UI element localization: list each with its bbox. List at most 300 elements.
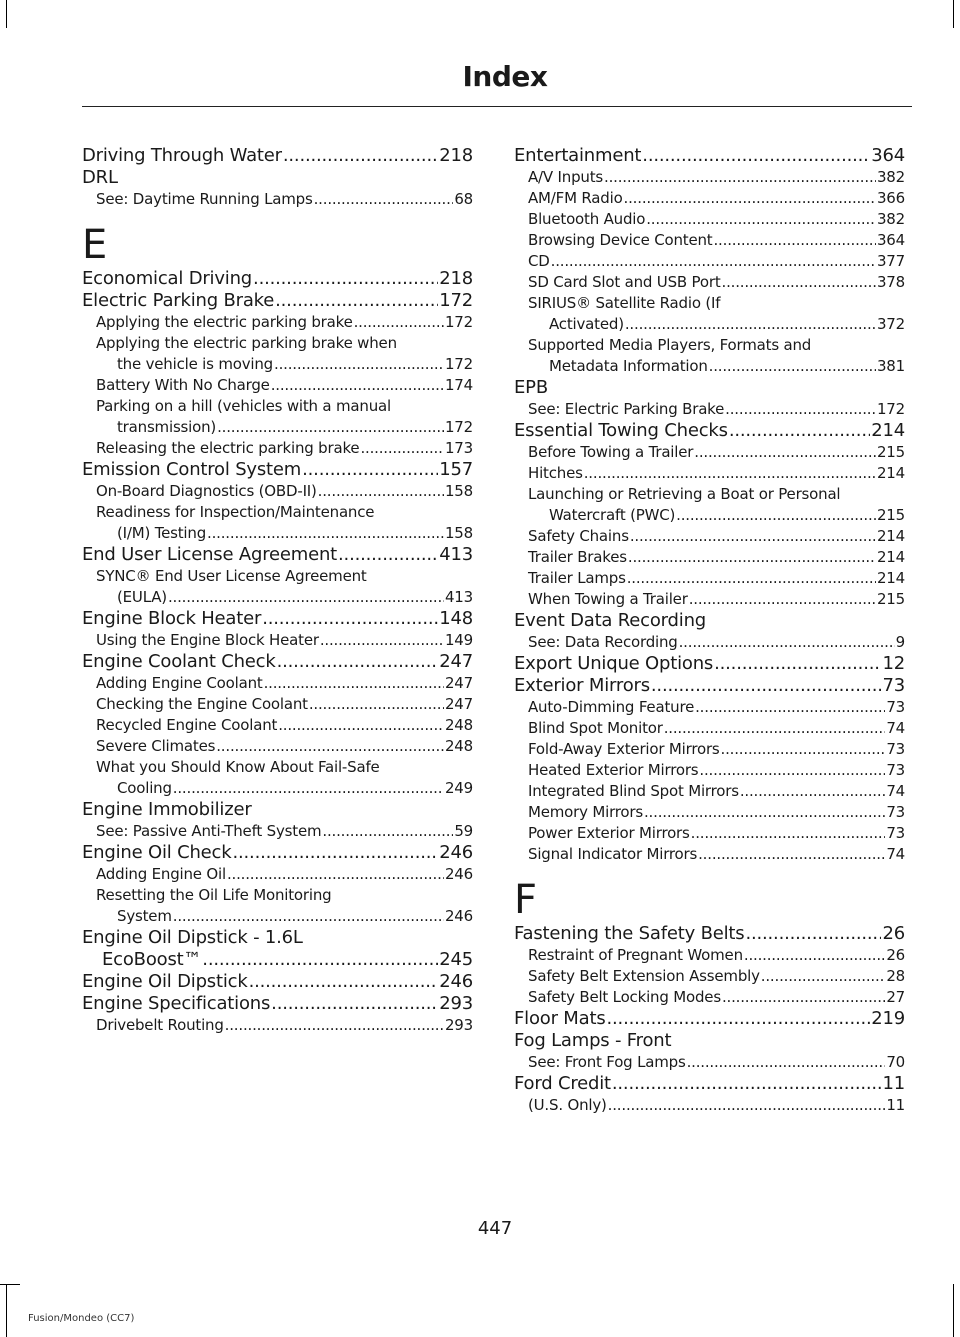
index-entry-page: 73 (886, 803, 905, 821)
index-entry-label: Resetting the Oil Life Monitoring (96, 886, 332, 904)
dot-leader (232, 842, 438, 864)
index-entry-page: 382 (876, 210, 905, 228)
index-entry-label: Before Towing a Trailer (528, 443, 694, 461)
index-entry-label: Recycled Engine Coolant (96, 716, 278, 734)
index-entry-page: 245 (439, 949, 473, 970)
index-entry-label: SD Card Slot and USB Port (528, 273, 721, 291)
index-entry (514, 463, 905, 484)
index-entry (514, 923, 905, 945)
dot-leader (689, 589, 876, 610)
index-entry (82, 354, 473, 375)
index-entry (82, 396, 473, 417)
index-entry-page: 246 (444, 865, 473, 883)
dot-leader (322, 821, 453, 842)
index-entry-label: See: Data Recording (528, 633, 678, 651)
index-entry (514, 781, 905, 802)
dot-leader (227, 864, 444, 885)
index-entry (82, 842, 473, 864)
dot-leader (249, 971, 439, 993)
index-entry-label: Exterior Mirrors (514, 675, 650, 696)
index-entry (82, 993, 473, 1015)
index-entry-label: Engine Oil Dipstick (82, 971, 248, 992)
index-entry-page: 172 (876, 400, 905, 418)
index-entry (514, 442, 905, 463)
index-entry-label: Trailer Lamps (528, 569, 626, 587)
dot-leader (625, 314, 876, 335)
index-entry-label: Fog Lamps - Front (514, 1030, 672, 1051)
dot-leader (642, 145, 870, 167)
dot-leader (584, 463, 876, 484)
index-entry (82, 312, 473, 333)
dot-leader (729, 420, 870, 442)
index-entry-label: Parking on a hill (vehicles with a manual (96, 397, 391, 415)
index-entry-page: 293 (439, 993, 473, 1014)
index-entry (82, 694, 473, 715)
index-entry-label: Restraint of Pregnant Women (528, 946, 743, 964)
index-entry-label: (I/M) Testing (117, 524, 207, 542)
index-entry (82, 715, 473, 736)
index-entry (514, 420, 905, 442)
index-entry (82, 523, 473, 544)
index-entry-label: Driving Through Water (82, 145, 282, 166)
index-entry-label: Electric Parking Brake (82, 290, 275, 311)
index-entry (82, 799, 473, 821)
index-entry-page: 249 (444, 779, 473, 797)
index-entry-label: Watercraft (PWC) (549, 506, 676, 524)
index-entry (514, 188, 905, 209)
index-entry-page: 215 (876, 590, 905, 608)
dot-leader (274, 354, 444, 375)
index-entry-label: SIRIUS® Satellite Radio (If (528, 294, 721, 312)
dot-leader (698, 844, 885, 865)
index-entry-page: 413 (444, 588, 473, 606)
dot-leader (271, 375, 444, 396)
index-entry-page: 248 (444, 716, 473, 734)
index-entry-label: Blind Spot Monitor (528, 719, 663, 737)
index-entry-label: End User License Agreement (82, 544, 338, 565)
index-entry-label: AM/FM Radio (528, 189, 623, 207)
index-entry (82, 268, 473, 290)
index-entry (82, 566, 473, 587)
index-entry-label: Engine Specifications (82, 993, 271, 1014)
index-entry-page: 247 (439, 651, 473, 672)
index-entry (514, 1095, 905, 1116)
index-entry-label: Supported Media Players, Formats and (528, 336, 812, 354)
index-entry-page: 74 (886, 719, 905, 737)
index-entry-label: Activated) (549, 315, 624, 333)
index-entry (82, 167, 473, 189)
index-entry-page: 366 (876, 189, 905, 207)
index-entry (514, 251, 905, 272)
index-entry-label: What you Should Know About Fail-Safe (96, 758, 380, 776)
index-entry-label: Engine Block Heater (82, 608, 262, 629)
index-entry-page: 218 (439, 268, 473, 289)
index-entry (514, 484, 905, 505)
index-entry (82, 949, 473, 971)
index-entry (514, 526, 905, 547)
index-entry-page: 148 (439, 608, 473, 629)
index-entry (82, 864, 473, 885)
dot-leader (691, 823, 886, 844)
index-entry-label: System (117, 907, 172, 925)
index-entry (514, 802, 905, 823)
dot-leader (264, 673, 444, 694)
index-entry (82, 189, 473, 210)
index-entry-label: Launching or Retrieving a Boat or Personal (528, 485, 841, 503)
index-entry-page: 74 (886, 845, 905, 863)
index-entry-page: 172 (444, 418, 473, 436)
dot-leader (624, 188, 876, 209)
dot-leader (262, 608, 438, 630)
dot-leader (694, 442, 876, 463)
dot-leader (314, 189, 454, 210)
index-entry-label: Trailer Brakes (528, 548, 627, 566)
dot-leader (168, 587, 444, 608)
index-entry-page: 247 (444, 674, 473, 692)
dot-leader (173, 906, 444, 927)
crop-mark-top-right (953, 0, 954, 28)
index-entry-label: Emission Control System (82, 459, 302, 480)
dot-leader (745, 923, 881, 945)
dot-leader (283, 145, 438, 167)
dot-leader (338, 544, 438, 566)
index-entry (514, 739, 905, 760)
dot-leader (551, 251, 876, 272)
index-entry-label: Readiness for Inspection/Maintenance (96, 503, 375, 521)
index-entry-label: See: Passive Anti-Theft System (96, 822, 322, 840)
index-entry (514, 844, 905, 865)
dot-leader (722, 987, 885, 1008)
index-entry-page: 214 (876, 569, 905, 587)
index-entry (82, 145, 473, 167)
index-entry-label: Safety Belt Locking Modes (528, 988, 721, 1006)
index-entry-label: Event Data Recording (514, 610, 707, 631)
index-entry-page: 381 (876, 357, 905, 375)
index-entry-page: 413 (439, 544, 473, 565)
index-entry-page: 173 (444, 439, 473, 457)
index-entry-label: Using the Engine Block Heater (96, 631, 319, 649)
dot-leader (664, 718, 886, 739)
page-title: Index (462, 60, 548, 93)
index-entry-page: 248 (444, 737, 473, 755)
dot-leader (761, 966, 886, 987)
publication-footer: Fusion/Mondeo (CC7) (28, 1313, 135, 1324)
index-entry-page: 59 (454, 822, 473, 840)
index-entry-page: 27 (886, 988, 905, 1006)
index-entry (82, 885, 473, 906)
index-entry (514, 335, 905, 356)
index-entry-page: 149 (444, 631, 473, 649)
dot-leader (714, 653, 881, 675)
index-entry (514, 1052, 905, 1073)
index-entry-label: Export Unique Options (514, 653, 714, 674)
dot-leader (277, 651, 439, 673)
index-entry (514, 1008, 905, 1030)
index-entry-label: Drivebelt Routing (96, 1016, 224, 1034)
index-entry (514, 230, 905, 251)
index-entry-page: 214 (876, 548, 905, 566)
dot-leader (679, 632, 895, 653)
crop-mark-top-left (6, 0, 7, 28)
index-entry-label: Fold-Away Exterior Mirrors (528, 740, 720, 758)
index-entry (514, 399, 905, 420)
index-entry-label: Applying the electric parking brake (96, 313, 353, 331)
index-entry-page: 11 (882, 1073, 905, 1094)
dot-leader (644, 802, 885, 823)
index-entry-label: EcoBoost™ (102, 949, 202, 970)
index-entry-label: When Towing a Trailer (528, 590, 688, 608)
index-entry-label: Fastening the Safety Belts (514, 923, 745, 944)
index-entry-page: 73 (886, 740, 905, 758)
dot-leader (607, 1008, 871, 1030)
index-entry-label: Applying the electric parking brake when (96, 334, 397, 352)
index-entry-page: 73 (882, 675, 905, 696)
index-entry (514, 272, 905, 293)
index-entry-page: 74 (886, 782, 905, 800)
index-entry-label: E (82, 222, 108, 268)
index-entry (82, 971, 473, 993)
dot-leader (740, 781, 885, 802)
index-entry-page: 172 (444, 355, 473, 373)
index-entry-page: 214 (871, 420, 905, 441)
dot-leader (608, 1095, 886, 1116)
dot-leader (713, 230, 875, 251)
index-entry-page: 377 (876, 252, 905, 270)
index-entry-label: Memory Mirrors (528, 803, 643, 821)
index-entry (82, 375, 473, 396)
index-entry-label: See: Front Fog Lamps (528, 1053, 686, 1071)
index-entry-label: Essential Towing Checks (514, 420, 728, 441)
index-entry-page: 214 (876, 464, 905, 482)
index-entry-label: (U.S. Only) (528, 1096, 607, 1114)
index-entry-label: Adding Engine Coolant (96, 674, 263, 692)
index-entry-label: Cooling (117, 779, 172, 797)
index-entry-label: Economical Driving (82, 268, 253, 289)
index-entry (514, 356, 905, 377)
index-entry-page: 11 (886, 1096, 905, 1114)
index-entry (82, 757, 473, 778)
index-entry-page: 73 (886, 761, 905, 779)
dot-leader (302, 459, 438, 481)
index-entry-page: 73 (886, 824, 905, 842)
dot-leader (604, 167, 876, 188)
index-entry (82, 544, 473, 566)
index-entry (514, 505, 905, 526)
index-entry-label: EPB (514, 377, 548, 398)
dot-leader (646, 209, 876, 230)
index-entry-page: 246 (444, 907, 473, 925)
crop-mark-bottom-left (6, 1284, 7, 1337)
dot-leader (630, 526, 876, 547)
index-entry-page: 246 (439, 842, 473, 863)
dot-leader (721, 739, 886, 760)
index-entry-page: 174 (444, 376, 473, 394)
index-entry-label: Engine Immobilizer (82, 799, 252, 820)
index-entry-label: See: Daytime Running Lamps (96, 190, 313, 208)
index-entry (82, 502, 473, 523)
index-entry-label: On-Board Diagnostics (OBD-II) (96, 482, 317, 500)
index-entry-label: Checking the Engine Coolant (96, 695, 308, 713)
index-entry-page: 172 (439, 290, 473, 311)
index-entry-label: Adding Engine Oil (96, 865, 226, 883)
index-entry (82, 481, 473, 502)
page-number: 447 (477, 1218, 513, 1239)
index-entry (514, 697, 905, 718)
index-entry (82, 459, 473, 481)
dot-leader (271, 993, 438, 1015)
index-entry-label: SYNC® End User License Agreement (96, 567, 367, 585)
index-entry (82, 1015, 473, 1036)
index-entry (82, 821, 473, 842)
index-entry-label: Browsing Device Content (528, 231, 713, 249)
index-entry (514, 293, 905, 314)
dot-leader (676, 505, 876, 526)
index-entry-label: the vehicle is moving (117, 355, 273, 373)
index-entry-label: Hitches (528, 464, 583, 482)
crop-mark-bottom-left-h (0, 1284, 20, 1285)
index-entry (514, 760, 905, 781)
index-entry (514, 1073, 905, 1095)
dot-leader (173, 778, 444, 799)
index-entry-label: Heated Exterior Mirrors (528, 761, 699, 779)
index-entry-label: Severe Climates (96, 737, 216, 755)
index-entry-label: A/V Inputs (528, 168, 603, 186)
dot-leader (687, 1052, 886, 1073)
dot-leader (253, 268, 438, 290)
index-entry (514, 987, 905, 1008)
dot-leader (320, 630, 444, 651)
index-entry-label: (EULA) (117, 588, 167, 606)
index-entry-page: 158 (444, 482, 473, 500)
dot-leader (202, 949, 438, 971)
index-entry (82, 651, 473, 673)
dot-leader (354, 312, 444, 333)
index-entry-page: 157 (439, 459, 473, 480)
index-entry-label: Releasing the electric parking brake (96, 439, 360, 457)
index-entry (514, 632, 905, 653)
dot-leader (699, 760, 885, 781)
dot-leader (744, 945, 885, 966)
index-entry-page: 214 (876, 527, 905, 545)
index-entry-label: Ford Credit (514, 1073, 611, 1094)
index-entry-page: 9 (895, 633, 905, 651)
index-entry-label: transmission) (117, 418, 217, 436)
dot-leader (275, 290, 438, 312)
index-entry-label: See: Electric Parking Brake (528, 400, 725, 418)
index-entry-label: F (514, 877, 538, 923)
index-entry-label: Floor Mats (514, 1008, 606, 1029)
dot-leader (360, 438, 444, 459)
dot-leader (628, 547, 876, 568)
dot-leader (722, 272, 876, 293)
index-entry (82, 778, 473, 799)
index-entry-label: CD (528, 252, 550, 270)
index-entry-page: 382 (876, 168, 905, 186)
index-entry-label: DRL (82, 167, 118, 188)
index-entry-label: Metadata Information (549, 357, 708, 375)
crop-mark-bottom-right (953, 1284, 954, 1337)
index-entry (514, 966, 905, 987)
dot-leader (627, 568, 876, 589)
dot-leader (309, 694, 444, 715)
dot-leader (216, 736, 444, 757)
dot-leader (225, 1015, 444, 1036)
index-letter-heading (514, 865, 905, 923)
index-entry (514, 589, 905, 610)
index-entry-page: 378 (876, 273, 905, 291)
index-entry (82, 673, 473, 694)
index-entry (514, 167, 905, 188)
index-entry-page: 372 (876, 315, 905, 333)
dot-leader (709, 356, 876, 377)
index-entry (514, 377, 905, 399)
index-entry (514, 547, 905, 568)
header-rule (82, 106, 912, 107)
index-entry (514, 209, 905, 230)
index-entry-label: Engine Coolant Check (82, 651, 276, 672)
index-entry-label: Signal Indicator Mirrors (528, 845, 698, 863)
index-entry (82, 290, 473, 312)
index-entry (514, 945, 905, 966)
index-entry-page: 246 (439, 971, 473, 992)
index-entry-page: 68 (454, 190, 473, 208)
index-entry (514, 675, 905, 697)
index-entry-page: 28 (886, 967, 905, 985)
index-entry-page: 293 (444, 1016, 473, 1034)
index-entry (514, 314, 905, 335)
index-entry-label: Engine Oil Dipstick - 1.6L (82, 927, 303, 948)
index-entry-label: Engine Oil Check (82, 842, 232, 863)
dot-leader (651, 675, 882, 697)
index-entry-label: Safety Chains (528, 527, 629, 545)
index-column-right (514, 145, 905, 1116)
index-entry-label: Integrated Blind Spot Mirrors (528, 782, 739, 800)
index-entry-page: 172 (444, 313, 473, 331)
dot-leader (612, 1073, 882, 1095)
index-entry (82, 608, 473, 630)
index-entry-page: 26 (886, 946, 905, 964)
dot-leader (217, 417, 444, 438)
index-entry (82, 927, 473, 949)
index-entry-label: Auto-Dimming Feature (528, 698, 695, 716)
index-entry-page: 364 (871, 145, 905, 166)
index-entry-page: 26 (882, 923, 905, 944)
index-entry-page: 364 (876, 231, 905, 249)
index-entry-label: Power Exterior Mirrors (528, 824, 690, 842)
index-entry (82, 587, 473, 608)
index-entry (514, 610, 905, 632)
index-entry-page: 70 (886, 1053, 905, 1071)
index-entry-label: Bluetooth Audio (528, 210, 646, 228)
dot-leader (318, 481, 444, 502)
index-entry-label: Safety Belt Extension Assembly (528, 967, 760, 985)
index-entry-page: 218 (439, 145, 473, 166)
index-entry-page: 215 (876, 443, 905, 461)
index-column-left (82, 145, 473, 1036)
index-entry-page: 247 (444, 695, 473, 713)
index-entry (82, 630, 473, 651)
index-entry-page: 12 (882, 653, 905, 674)
index-entry (514, 653, 905, 675)
index-entry (82, 417, 473, 438)
index-entry (82, 906, 473, 927)
index-entry (82, 736, 473, 757)
dot-leader (278, 715, 444, 736)
index-entry (82, 333, 473, 354)
index-entry (82, 438, 473, 459)
index-entry (514, 1030, 905, 1052)
dot-leader (725, 399, 876, 420)
